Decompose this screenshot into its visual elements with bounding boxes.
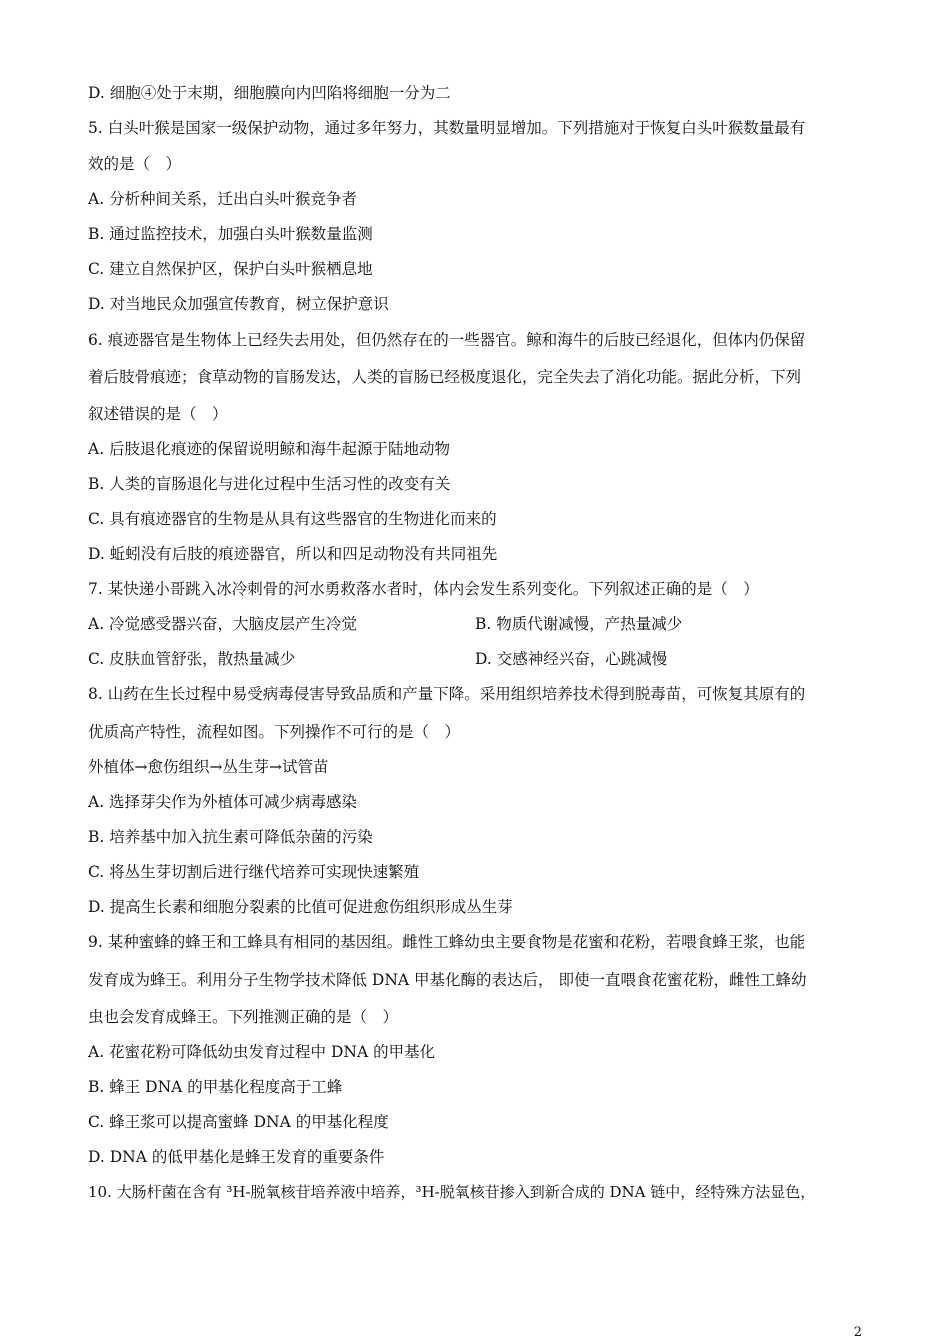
text-line: A. 分析种间关系，迁出白头叶猴竞争者 [88,190,358,208]
text-line: C. 皮肤血管舒张，散热量减少 [88,650,296,668]
text-line: D. 交感神经兴奋，心跳减慢 [475,650,668,668]
text-line: B. 通过监控技术，加强白头叶猴数量监测 [88,225,373,243]
text-line: C. 蜂王浆可以提高蜜蜂 DNA 的甲基化程度 [88,1113,389,1131]
text-line: 10. 大肠杆菌在含有 ³H-脱氧核苷培养液中培养，³H-脱氧核苷掺入到新合成的 DNA 链中，经特殊方法显色， [88,1183,816,1201]
text-line: 叙述错误的是（ ） [88,405,228,423]
text-line: B. 物质代谢减慢，产热量减少 [475,615,683,633]
text-line: 9. 某种蜜蜂的蜂王和工蜂具有相同的基因组。雌性工蜂幼虫主要食物是花蜜和花粉，若喂食蜂王浆，也能 [88,933,806,951]
text-line: A. 冷觉感受器兴奋，大脑皮层产生冷觉 [88,615,358,633]
text-line: 6. 痕迹器官是生物体上已经失去用处，但仍然存在的一些器官。鲸和海牛的后肢已经退化，但体内仍保留 [88,331,806,349]
text-line: 虫也会发育成蜂王。下列推测正确的是（ ） [88,1008,399,1026]
text-line: D. 提高生长素和细胞分裂素的比值可促进愈伤组织形成丛生芽 [88,898,513,916]
text-line: 着后肢骨痕迹；食草动物的盲肠发达，人类的盲肠已经极度退化，完全失去了消化功能。据此分析，下列 [88,368,802,386]
text-line: D. 对当地民众加强宣传教育，树立保护意识 [88,295,389,313]
text-line: 发育成为蜂王。利用分子生物学技术降低 DNA 甲基化酶的表达后， 即使一直喂食花蜜花粉，雌性工蜂幼 [88,971,807,989]
text-line: 优质高产特性，流程如图。下列操作不可行的是（ ） [88,723,461,741]
text-line: 5. 白头叶猴是国家一级保护动物，通过多年努力，其数量明显增加。下列措施对于恢复白头叶猴数量最有 [88,119,806,137]
text-line: D. 蚯蚓没有后肢的痕迹器官，所以和四足动物没有共同祖先 [88,545,498,563]
text-line: D. DNA 的低甲基化是蜂王发育的重要条件 [88,1148,385,1166]
text-line: B. 蜂王 DNA 的甲基化程度高于工蜂 [88,1078,343,1096]
text-line: C. 建立自然保护区，保护白头叶猴栖息地 [88,260,373,278]
text-line: A. 花蜜花粉可降低幼虫发育过程中 DNA 的甲基化 [88,1043,436,1061]
text-line: 7. 某快递小哥跳入冰冷刺骨的河水勇救落水者时，体内会发生系列变化。下列叙述正确的是（ ） [88,580,759,598]
text-line: 8. 山药在生长过程中易受病毒侵害导致品质和产量下降。采用组织培养技术得到脱毒苗，可恢复其原有的 [88,685,806,703]
flow-diagram: 外植体→愈伤组织→丛生芽→试管苗 [88,758,329,776]
text-line: 效的是（ ） [88,155,182,173]
text-line: C. 具有痕迹器官的生物是从具有这些器官的生物进化而来的 [88,510,497,528]
page-number: 2 [853,1325,862,1340]
text-line: B. 培养基中加入抗生素可降低杂菌的污染 [88,828,373,846]
text-line: A. 选择芽尖作为外植体可减少病毒感染 [88,793,358,811]
text-line: D. 细胞④处于末期，细胞膜向内凹陷将细胞一分为二 [88,84,451,102]
text-line: B. 人类的盲肠退化与进化过程中生活习性的改变有关 [88,475,451,493]
text-line: A. 后肢退化痕迹的保留说明鲸和海牛起源于陆地动物 [88,440,451,458]
text-line: C. 将丛生芽切割后进行继代培养可实现快速繁殖 [88,863,420,881]
